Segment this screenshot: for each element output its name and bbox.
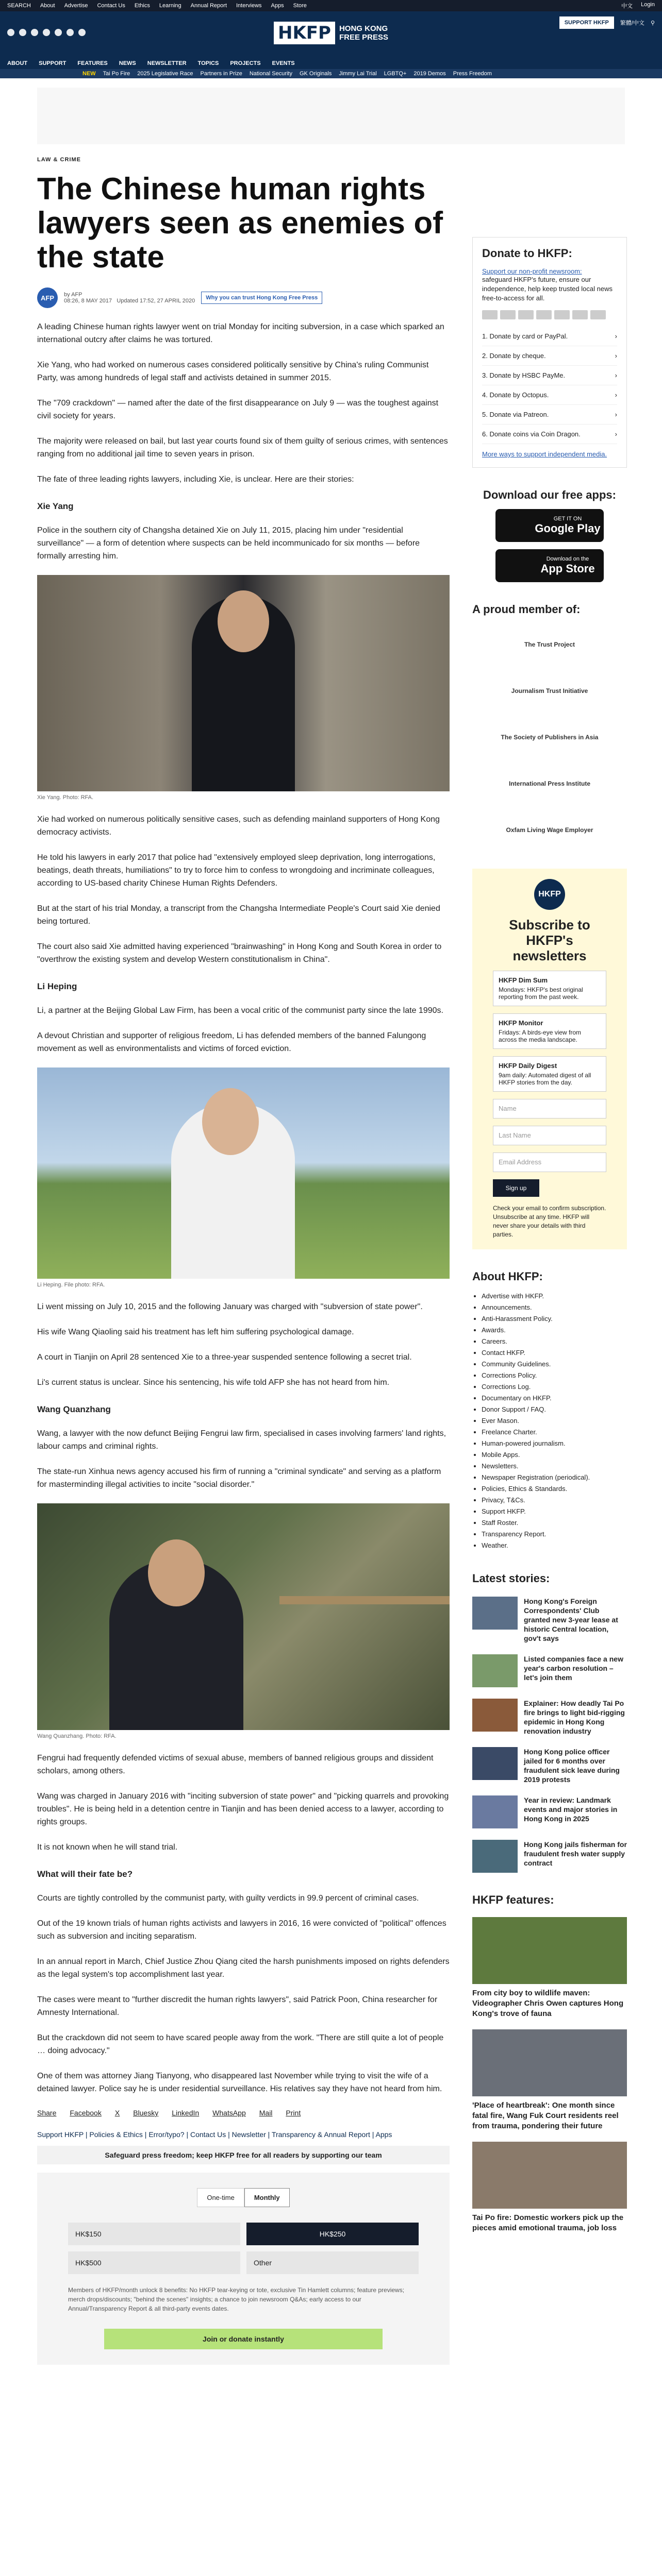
nav-features[interactable]: FEATURES bbox=[77, 60, 108, 66]
photo-caption: Li Heping. File photo: RFA. bbox=[37, 1282, 105, 1288]
share-print[interactable]: Print bbox=[286, 2109, 301, 2117]
about-link[interactable]: • Staff Roster. bbox=[482, 1517, 627, 1529]
new-badge: NEW bbox=[82, 71, 96, 77]
paragraph: Li's current status is unclear. Since his sentencing, his wife told AFP she has not heard from him. bbox=[37, 1378, 390, 1387]
latest-panel bbox=[472, 1572, 627, 1873]
login-link[interactable]: Login bbox=[641, 2, 655, 8]
donate-link[interactable]: Support our non-profit newsroom: bbox=[482, 267, 582, 275]
paragraph: The cases were meant to "further discredit the human rights lawyers", said Patrick Poon, China researcher for Amnesty International. bbox=[37, 1995, 438, 2017]
trending-link[interactable]: GK Originals bbox=[299, 71, 332, 77]
more-ways-link[interactable]: More ways to support independent media. bbox=[482, 450, 607, 458]
telegram-icon[interactable] bbox=[67, 29, 74, 36]
feature-image bbox=[472, 1917, 627, 1984]
logo-line1: HONG KONG bbox=[339, 24, 388, 33]
search-link[interactable]: SEARCH bbox=[7, 3, 31, 9]
donate-option-label: 1. Donate by card or PayPal. bbox=[482, 332, 568, 340]
byline bbox=[37, 287, 450, 308]
newsletter-option[interactable] bbox=[493, 1013, 606, 1049]
newsletter-option[interactable] bbox=[493, 971, 606, 1006]
about-panel bbox=[472, 1270, 627, 1551]
xie-yang-photo bbox=[37, 575, 450, 791]
support-hkfp-button[interactable]: SUPPORT HKFP bbox=[559, 16, 614, 29]
about-link[interactable]: • Ever Mason. bbox=[482, 1415, 627, 1427]
paragraph: He told his lawyers in early 2017 that police had "extensively employed sleep deprivation, long interrogations, beatings, death threats, humiliations" to try to force him to confess to wrongdoing and incriminate colleagues, according to US-based charity Chinese Human Rights Defenders. bbox=[37, 853, 436, 888]
paragraph: A devout Christian and supporter of religious freedom, Li has defended members of the banned Falungong movement as well as environmentalists and victims of forced eviction. bbox=[37, 1031, 426, 1053]
author-avatar[interactable]: AFP bbox=[37, 287, 58, 308]
support-banner[interactable]: Safeguard press freedom; keep HKFP free for all readers by supporting our team bbox=[37, 2146, 450, 2164]
chevron-right-icon: › bbox=[615, 352, 617, 360]
article-category[interactable]: LAW & CRIME bbox=[37, 157, 81, 163]
latest-story[interactable] bbox=[472, 1795, 627, 1828]
gpay-icon bbox=[572, 310, 588, 319]
newsletter-name: HKFP Monitor bbox=[499, 1019, 543, 1027]
story-thumbnail bbox=[472, 1597, 518, 1630]
wang-quanzhang-photo bbox=[37, 1503, 450, 1730]
paragraph: Xie had worked on numerous politically sensitive cases, such as defending mainland supporters of Hong Kong democracy activists. bbox=[37, 815, 440, 837]
story-title: Hong Kong police officer jailed for 6 months over fraudulent sick leave during 2019 protests bbox=[524, 1748, 620, 1784]
logo-line2: FREE PRESS bbox=[339, 33, 388, 42]
apps-heading: Download our free apps: bbox=[483, 488, 616, 501]
topbar-link[interactable]: Apps bbox=[271, 3, 284, 9]
topbar-link[interactable]: Store bbox=[293, 3, 307, 9]
topbar-link[interactable]: Learning bbox=[159, 3, 181, 9]
about-link[interactable]: • Freelance Charter. bbox=[482, 1427, 627, 1438]
about-link[interactable]: • Human-powered journalism. bbox=[482, 1438, 627, 1449]
latest-story[interactable] bbox=[472, 1654, 627, 1687]
trust-project-logo[interactable]: The Trust Project bbox=[524, 641, 575, 648]
donate-option[interactable] bbox=[482, 366, 617, 385]
paragraph: But at the start of his trial Monday, a transcript from the Changsha Intermediate People's Court said Xie denied being tortured. bbox=[37, 904, 440, 926]
section-heading: Li Heping bbox=[37, 981, 77, 991]
nav-support[interactable]: SUPPORT bbox=[39, 60, 67, 66]
feature-image bbox=[472, 2029, 627, 2096]
story-title: Hong Kong's Foreign Correspondents' Club granted new 3-year lease at historic Central location, gov't says bbox=[524, 1597, 618, 1642]
chevron-right-icon: › bbox=[615, 411, 617, 418]
newsletter-option[interactable] bbox=[493, 1056, 606, 1092]
about-link[interactable]: • Documentary on HKFP. bbox=[482, 1393, 627, 1404]
sidebar bbox=[472, 237, 627, 2233]
linkedin-icon[interactable] bbox=[55, 29, 62, 36]
publish-date: 08:26, 8 MAY 2017 bbox=[64, 298, 112, 304]
paragraph: The fate of three leading rights lawyers, including Xie, is unclear. Here are their stories: bbox=[37, 475, 354, 484]
name-field[interactable]: Name bbox=[493, 1099, 606, 1118]
last-name-field[interactable]: Last Name bbox=[493, 1126, 606, 1145]
topbar-link[interactable]: Interviews bbox=[236, 3, 262, 9]
paragraph: Li went missing on July 10, 2015 and the following January was charged with "subversion of state power". bbox=[37, 1302, 423, 1311]
app-store-button[interactable] bbox=[495, 549, 604, 582]
paragraph: A court in Tianjin on April 28 sentenced Xie to a three-year suspended sentence following a secret trial. bbox=[37, 1353, 412, 1362]
newsletter-desc: Mondays: HKFP's best original reporting from the past week. bbox=[499, 986, 583, 1001]
appstore-label: App Store bbox=[540, 562, 595, 575]
paragraph: Wang was charged in January 2016 with "inciting subversion of state power" and "picking quarrels and provoking troubles". He is being held in a detention centre in Tianjin and has been denied access to a lawyer, according to rights groups. bbox=[37, 1792, 449, 1826]
ipi-logo[interactable]: International Press Institute bbox=[508, 780, 591, 787]
trending-link[interactable]: Partners in Prize bbox=[200, 71, 242, 77]
donate-option[interactable] bbox=[482, 346, 617, 366]
about-link[interactable]: • Corrections Log. bbox=[482, 1381, 627, 1393]
share-bar bbox=[37, 2109, 450, 2117]
latest-story[interactable] bbox=[472, 1840, 627, 1873]
trending-link[interactable]: Jimmy Lai Trial bbox=[339, 71, 377, 77]
donate-option-label: 6. Donate coins via Coin Dragon. bbox=[482, 430, 581, 438]
section-heading: Xie Yang bbox=[37, 501, 74, 511]
amount-option[interactable]: HK$150 bbox=[68, 2223, 240, 2245]
story-title: Listed companies face a new year's carbon resolution – let's join them bbox=[524, 1655, 623, 1682]
site-header bbox=[0, 11, 662, 78]
payment-icons bbox=[482, 310, 617, 319]
newsletter-desc: Fridays: A birds-eye view from across the media landscape. bbox=[499, 1029, 582, 1043]
about-link[interactable]: • Community Guidelines. bbox=[482, 1359, 627, 1370]
feature-image bbox=[472, 2142, 627, 2209]
chinese-link[interactable]: 繁體/中文 bbox=[620, 20, 644, 26]
search-icon[interactable]: ⚲ bbox=[650, 20, 655, 26]
paragraph: Out of the 19 known trials of human rights activists and lawyers in 2016, 16 were convicted of "political" offences such as subversion and inciting separatism. bbox=[37, 1919, 446, 1941]
paragraph: It is not known when he will stand trial. bbox=[37, 1843, 178, 1852]
trending-link[interactable]: Press Freedom bbox=[453, 71, 492, 77]
trending-link[interactable]: LGBTQ+ bbox=[384, 71, 407, 77]
author-name[interactable]: by AFP bbox=[64, 292, 82, 298]
donate-option[interactable] bbox=[482, 327, 617, 346]
jti-logo[interactable]: Journalism Trust Initiative bbox=[511, 687, 588, 694]
about-link[interactable]: • Weather. bbox=[482, 1540, 627, 1551]
instagram-icon[interactable] bbox=[31, 29, 38, 36]
paragraph: Li, a partner at the Beijing Global Law Firm, has been a vocal critic of the communist party since the late 1990s. bbox=[37, 1006, 443, 1015]
latest-story[interactable] bbox=[472, 1597, 627, 1643]
share-mail[interactable]: Mail bbox=[259, 2109, 273, 2117]
topbar-link[interactable]: Annual Report bbox=[190, 3, 227, 9]
features-heading: HKFP features: bbox=[472, 1893, 554, 1906]
share-whatsapp[interactable]: WhatsApp bbox=[212, 2109, 246, 2117]
gplay-label: Google Play bbox=[535, 522, 601, 535]
newsletter-desc: 9am daily: Automated digest of all HKFP stories from the day. bbox=[499, 1072, 591, 1086]
paragraph: Wang, a lawyer with the now defunct Beijing Fengrui law firm, specialised in cases involving farmers' land rights, labour camps and criminal rights. bbox=[37, 1429, 446, 1451]
about-link[interactable]: • Newspaper Registration (periodical). bbox=[482, 1472, 627, 1483]
lang-link[interactable]: 中文 bbox=[621, 3, 633, 9]
support-links[interactable]: Support HKFP | Policies & Ethics | Error/typo? | Contact Us | Newsletter | Transparency & Annual Report | Apps bbox=[37, 2130, 392, 2139]
appstore-small: Download on the bbox=[546, 556, 589, 562]
donate-option-label: 4. Donate by Octopus. bbox=[482, 391, 549, 399]
donate-widget bbox=[37, 2173, 450, 2365]
feature-title: From city boy to wildlife maven: Videographer Chris Owen captures Hong Kong's trove of fauna bbox=[472, 1989, 624, 2018]
paypal-icon bbox=[536, 310, 552, 319]
paragraph: The "709 crackdown" — named after the date of the first disappearance on July 9 — was the toughest against civil society for years. bbox=[37, 399, 439, 420]
chevron-right-icon: › bbox=[615, 430, 617, 438]
photo-caption: Wang Quanzhang. Photo: RFA. bbox=[37, 1733, 117, 1739]
feature-story[interactable] bbox=[472, 2142, 627, 2233]
paragraph: One of them was attorney Jiang Tianyong, who disappeared last November while trying to visit the wife of a detained lawyer. Police say he is under residential surveillance. His relatives say they have not heard from him. bbox=[37, 2072, 442, 2093]
hkfp-logo: HKFP bbox=[534, 879, 565, 910]
chevron-right-icon: › bbox=[615, 371, 617, 379]
story-title: Hong Kong jails fisherman for fraudulent fresh water supply contract bbox=[524, 1840, 627, 1867]
facebook-icon[interactable] bbox=[7, 29, 14, 36]
about-link[interactable]: • Support HKFP. bbox=[482, 1506, 627, 1517]
ad-banner bbox=[37, 88, 625, 144]
octopus-icon bbox=[590, 310, 606, 319]
story-thumbnail bbox=[472, 1654, 518, 1687]
x-icon[interactable] bbox=[19, 29, 26, 36]
amount-option-selected[interactable]: HK$250 bbox=[246, 2223, 419, 2245]
paragraph: The majority were released on bail, but last year courts found six of them guilty of serious crimes, with sentences ranging from no additional jail time to seven years in prison. bbox=[37, 437, 448, 459]
features-panel bbox=[472, 1893, 627, 2233]
donate-option-label: 2. Donate by cheque. bbox=[482, 352, 546, 360]
top-utility-bar bbox=[0, 0, 662, 11]
trending-link[interactable]: Tai Po Fire bbox=[103, 71, 130, 77]
about-link[interactable]: • Anti-Harassment Policy. bbox=[482, 1313, 627, 1325]
donate-heading: Donate to HKFP: bbox=[482, 247, 572, 260]
share-bluesky[interactable]: Bluesky bbox=[133, 2109, 159, 2117]
sopa-logo[interactable]: The Society of Publishers in Asia bbox=[501, 734, 599, 741]
paragraph: A leading Chinese human rights lawyer went on trial Monday for inciting subversion, in a case which sparked an international outcry after claims he was tortured. bbox=[37, 323, 444, 344]
paragraph: But the crackdown did not seem to have scared people away from the work. "There are still quite a lot of people … doing advocacy." bbox=[37, 2033, 444, 2055]
newsletter-note: Check your email to confirm subscription. Unsubscribe at any time. HKFP will never share your details with third parties. bbox=[493, 1205, 606, 1238]
paragraph: Police in the southern city of Changsha detained Xie on July 11, 2015, placing him under "residential surveillance" — a form of detention where suspects can be held incommunicado for six months — before formally arresting him. bbox=[37, 526, 420, 561]
about-link[interactable]: • Donor Support / FAQ. bbox=[482, 1404, 627, 1415]
story-thumbnail bbox=[472, 1747, 518, 1780]
mastercard-icon bbox=[482, 310, 498, 319]
amex-icon bbox=[518, 310, 534, 319]
section-heading: Wang Quanzhang bbox=[37, 1404, 111, 1414]
story-thumbnail bbox=[472, 1699, 518, 1732]
about-link[interactable]: • Advertise with HKFP. bbox=[482, 1291, 627, 1302]
amount-option[interactable]: HK$500 bbox=[68, 2251, 240, 2274]
topbar-link[interactable]: Ethics bbox=[134, 3, 150, 9]
applepay-icon bbox=[554, 310, 570, 319]
newsletter-panel bbox=[472, 869, 627, 1249]
newsletter-name: HKFP Daily Digest bbox=[499, 1062, 557, 1070]
about-link[interactable]: • Contact HKFP. bbox=[482, 1347, 627, 1359]
article bbox=[37, 157, 450, 2365]
story-thumbnail bbox=[472, 1840, 518, 1873]
trending-link[interactable]: National Security bbox=[249, 71, 292, 77]
main-nav bbox=[0, 58, 662, 69]
photo-caption: Xie Yang. Photo: RFA. bbox=[37, 794, 94, 801]
story-thumbnail bbox=[472, 1795, 518, 1828]
topbar-link[interactable]: Contact Us bbox=[97, 3, 125, 9]
paragraph: The court also said Xie admitted having experienced "brainwashing" in Hong Kong and South Korea in order to "overthrow the existing system and develop Western constitutionalism in China". bbox=[37, 942, 442, 964]
donate-option[interactable] bbox=[482, 385, 617, 405]
share-label: Share bbox=[37, 2109, 57, 2117]
site-logo[interactable] bbox=[274, 22, 388, 44]
donate-option[interactable] bbox=[482, 425, 617, 444]
logo-mark: HKFP bbox=[274, 22, 335, 44]
latest-heading: Latest stories: bbox=[472, 1572, 550, 1585]
paragraph: Fengrui had frequently defended victims of sexual abuse, members of banned religious groups and dissident scholars, among others. bbox=[37, 1754, 434, 1775]
nav-news[interactable]: NEWS bbox=[119, 60, 136, 66]
trending-link[interactable]: 2025 Legislative Race bbox=[137, 71, 193, 77]
article-title: The Chinese human rights lawyers seen as enemies of the state bbox=[37, 172, 443, 274]
feature-story[interactable] bbox=[472, 1917, 627, 2019]
join-button[interactable]: Join or donate instantly bbox=[104, 2329, 383, 2349]
paragraph: His wife Wang Qiaoling said his treatment has left him suffering psychological damage. bbox=[37, 1328, 354, 1336]
latest-story[interactable] bbox=[472, 1699, 627, 1736]
donate-text: safeguard HKFP's future, ensure our independence, help keep trusted local news free-to-access for all. bbox=[482, 276, 613, 302]
signup-button[interactable]: Sign up bbox=[493, 1179, 539, 1197]
story-title: Year in review: Landmark events and major stories in Hong Kong in 2025 bbox=[524, 1796, 618, 1823]
about-link[interactable]: • Mobile Apps. bbox=[482, 1449, 627, 1461]
oxfam-logo[interactable]: Oxfam Living Wage Employer bbox=[506, 826, 593, 834]
member-panel bbox=[472, 603, 627, 848]
nav-projects[interactable]: PROJECTS bbox=[230, 60, 261, 66]
newsletter-heading: Subscribe to HKFP's newsletters bbox=[509, 917, 590, 963]
about-link[interactable]: • Corrections Policy. bbox=[482, 1370, 627, 1381]
newsletter-name: HKFP Dim Sum bbox=[499, 976, 548, 984]
donate-panel bbox=[472, 237, 627, 468]
trust-promo-link[interactable]: Why you can trust Hong Kong Free Press bbox=[201, 292, 322, 304]
tab-monthly[interactable]: Monthly bbox=[244, 2188, 290, 2207]
feature-title: Tai Po fire: Domestic workers pick up the pieces amid emotional trauma, job loss bbox=[472, 2213, 624, 2232]
li-heping-photo bbox=[37, 1067, 450, 1279]
member-heading: A proud member of: bbox=[472, 603, 581, 616]
about-link[interactable]: • Careers. bbox=[482, 1336, 627, 1347]
logo-wordmark bbox=[339, 24, 388, 42]
article-body bbox=[37, 320, 450, 2095]
social-icons bbox=[7, 29, 86, 36]
paragraph: Courts are tightly controlled by the communist party, with guilty verdicts in 99.9 percent of criminal cases. bbox=[37, 1894, 419, 1903]
youtube-icon[interactable] bbox=[43, 29, 50, 36]
gplay-small: GET IT ON bbox=[553, 516, 582, 522]
donate-option-label: 5. Donate via Patreon. bbox=[482, 411, 549, 418]
feature-story[interactable] bbox=[472, 2029, 627, 2131]
paragraph: Xie Yang, who had worked on numerous cases considered politically sensitive by China's ruling Communist Party, was among hundreds of legal staff and activists detained in summer 2015. bbox=[37, 361, 429, 382]
about-link[interactable]: • Awards. bbox=[482, 1325, 627, 1336]
about-link[interactable]: • Announcements. bbox=[482, 1302, 627, 1313]
chevron-right-icon: › bbox=[615, 391, 617, 399]
chevron-right-icon: › bbox=[615, 332, 617, 340]
topbar-link[interactable]: About bbox=[40, 3, 55, 9]
email-field[interactable]: Email Address bbox=[493, 1153, 606, 1172]
paragraph: In an annual report in March, Chief Justice Zhou Qiang cited the harsh punishments imposed on rights defenders as the legal system's top accomplishment last year. bbox=[37, 1957, 450, 1979]
nav-topics[interactable]: TOPICS bbox=[197, 60, 219, 66]
section-heading: What will their fate be? bbox=[37, 1869, 133, 1879]
google-play-button[interactable] bbox=[495, 509, 604, 542]
nav-events[interactable]: EVENTS bbox=[272, 60, 295, 66]
about-link[interactable]: • Policies, Ethics & Standards. bbox=[482, 1483, 627, 1495]
about-link[interactable]: • Privacy, T&Cs. bbox=[482, 1495, 627, 1506]
about-link[interactable]: • Transparency Report. bbox=[482, 1529, 627, 1540]
story-title: Explainer: How deadly Tai Po fire brings to light bid-rigging epidemic in Hong Kong renovation industry bbox=[524, 1699, 625, 1735]
visa-icon bbox=[500, 310, 516, 319]
nav-newsletter[interactable]: NEWSLETTER bbox=[147, 60, 187, 66]
about-link[interactable]: • Newsletters. bbox=[482, 1461, 627, 1472]
topbar-link[interactable]: Advertise bbox=[64, 3, 88, 9]
paragraph: The state-run Xinhua news agency accused his firm of running a "criminal syndicate" and serving as a platform for masterminding illegal activities to incite "social disorder." bbox=[37, 1467, 441, 1489]
tab-one-time[interactable]: One-time bbox=[197, 2188, 244, 2207]
email-icon[interactable] bbox=[78, 29, 86, 36]
updated-date: Updated 17:52, 27 APRIL 2020 bbox=[117, 298, 195, 304]
apps-panel bbox=[472, 488, 627, 582]
amount-option[interactable]: Other bbox=[246, 2251, 419, 2274]
nav-about[interactable]: ABOUT bbox=[7, 60, 28, 66]
trending-link[interactable]: 2019 Demos bbox=[413, 71, 446, 77]
share-linkedin[interactable]: LinkedIn bbox=[172, 2109, 200, 2117]
feature-title: 'Place of heartbreak': One month since fatal fire, Wang Fuk Court residents reel from trauma, pondering their future bbox=[472, 2101, 619, 2130]
share-x[interactable]: X bbox=[114, 2109, 120, 2117]
latest-story[interactable] bbox=[472, 1747, 627, 1784]
donate-option-label: 3. Donate by HSBC PayMe. bbox=[482, 371, 566, 379]
membership-note: Members of HKFP/month unlock 8 benefits: No HKFP tear-keying or tote, exclusive Tin Hamlett columns; feature previews; merch drops/discounts; "behind the scenes" insights; a chance to join newsroom Q&As; early access to our Annual/Transparency Report & all third-party events dates. bbox=[68, 2286, 405, 2312]
donate-option[interactable] bbox=[482, 405, 617, 425]
about-heading: About HKFP: bbox=[472, 1270, 543, 1283]
share-facebook[interactable]: Facebook bbox=[70, 2109, 102, 2117]
trending-strip bbox=[0, 69, 662, 78]
